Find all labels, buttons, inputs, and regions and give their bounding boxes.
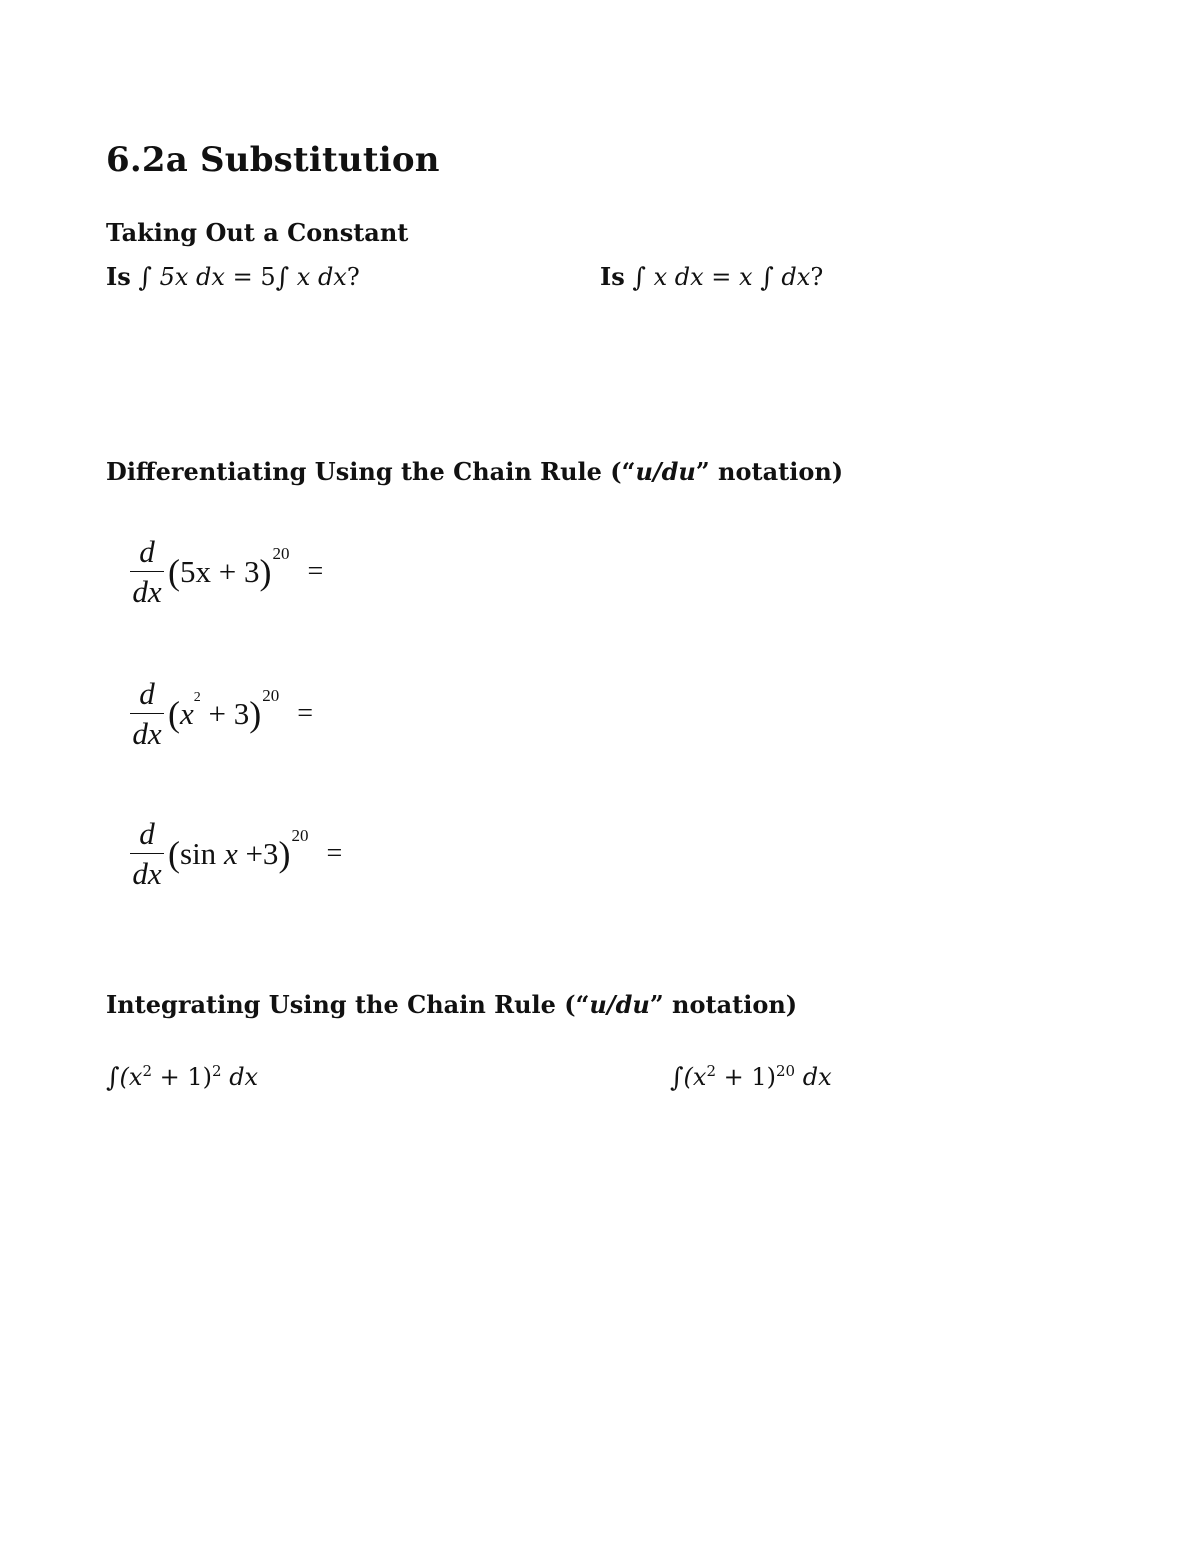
- heading-text: Integrating Using the Chain Rule (“: [106, 990, 590, 1019]
- open-paren: (: [168, 551, 180, 592]
- integrand-inner-exponent: 2: [142, 1062, 152, 1080]
- question-label: Is: [106, 262, 131, 291]
- integrand-base: (x: [683, 1063, 707, 1091]
- heading-text: Differentiating Using the Chain Rule (“: [106, 457, 636, 486]
- equals-sign: =: [326, 837, 343, 869]
- integral-problem-2: [670, 1062, 832, 1092]
- integral-expression: 5x dx: [159, 263, 225, 291]
- exponent: 20: [272, 543, 290, 563]
- integrand-exponent: 20: [776, 1062, 796, 1080]
- section-heading-differentiating: [106, 457, 843, 486]
- differential: dx: [802, 1063, 832, 1091]
- integral-sign-icon: ∫: [760, 263, 774, 293]
- integral-expression: dx: [781, 263, 811, 291]
- inner-base: x: [180, 695, 194, 731]
- integrand-rest: + 1): [716, 1063, 776, 1091]
- question-constant-5x: [106, 262, 360, 292]
- constant-factor: x: [739, 263, 753, 291]
- fraction-numerator: d: [139, 534, 155, 569]
- derivative-operator: [130, 678, 164, 749]
- open-paren: (: [168, 833, 180, 874]
- integral-expression: x dx: [653, 263, 704, 291]
- integrand-base: (x: [119, 1063, 143, 1091]
- exponent: 20: [262, 685, 280, 705]
- equals-sign: =: [232, 263, 253, 291]
- close-paren: ): [278, 833, 291, 874]
- derivative-problem-2: [130, 678, 313, 749]
- integrand-rest: + 1): [152, 1063, 212, 1091]
- exponent: 20: [291, 825, 309, 845]
- section-heading-integrating: [106, 990, 797, 1019]
- question-mark: ?: [810, 263, 824, 291]
- inner-function: sin: [180, 835, 217, 871]
- inner-rest: +3: [245, 835, 279, 871]
- integral-problem-1: [106, 1062, 258, 1092]
- section-heading-taking-out-constant: Taking Out a Constant: [106, 218, 409, 247]
- heading-italic: u/du: [589, 990, 650, 1019]
- equals-sign: =: [307, 555, 324, 587]
- integral-sign-icon: ∫: [632, 263, 646, 293]
- page-title: 6.2a Substitution: [106, 140, 440, 180]
- constant-factor: 5: [260, 263, 276, 291]
- fraction-numerator: d: [139, 816, 155, 851]
- heading-italic: u/du: [635, 457, 696, 486]
- fraction-denominator: dx: [132, 856, 162, 891]
- integral-sign-icon: ∫: [138, 263, 152, 293]
- heading-text: ” notation): [695, 457, 844, 486]
- inner-rest: + 3: [208, 695, 250, 731]
- derivative-problem-1: [130, 536, 323, 607]
- integral-sign-icon: ∫: [670, 1063, 684, 1093]
- inner-expression: 5x + 3: [180, 553, 260, 589]
- integral-sign-icon: ∫: [106, 1063, 120, 1093]
- fraction-numerator: d: [139, 676, 155, 711]
- question-mark: ?: [346, 263, 360, 291]
- integral-sign-icon: ∫: [275, 263, 290, 293]
- derivative-operator: [130, 536, 164, 607]
- heading-text: ” notation): [649, 990, 798, 1019]
- differential: dx: [229, 1063, 259, 1091]
- question-constant-x: [600, 262, 823, 292]
- integrand-inner-exponent: 2: [706, 1062, 716, 1080]
- close-paren: ): [259, 551, 272, 592]
- fraction-denominator: dx: [132, 574, 162, 609]
- question-label: Is: [600, 262, 625, 291]
- derivative-operator: [130, 818, 164, 889]
- integrand-exponent: 2: [212, 1062, 222, 1080]
- equals-sign: =: [711, 263, 732, 291]
- equals-sign: =: [297, 697, 314, 729]
- open-paren: (: [168, 693, 180, 734]
- inner-exponent: 2: [193, 689, 201, 705]
- inner-variable: x: [223, 835, 238, 871]
- fraction-denominator: dx: [132, 716, 162, 751]
- integral-expression: x dx: [296, 263, 347, 291]
- close-paren: ): [249, 693, 262, 734]
- derivative-problem-3: [130, 818, 342, 889]
